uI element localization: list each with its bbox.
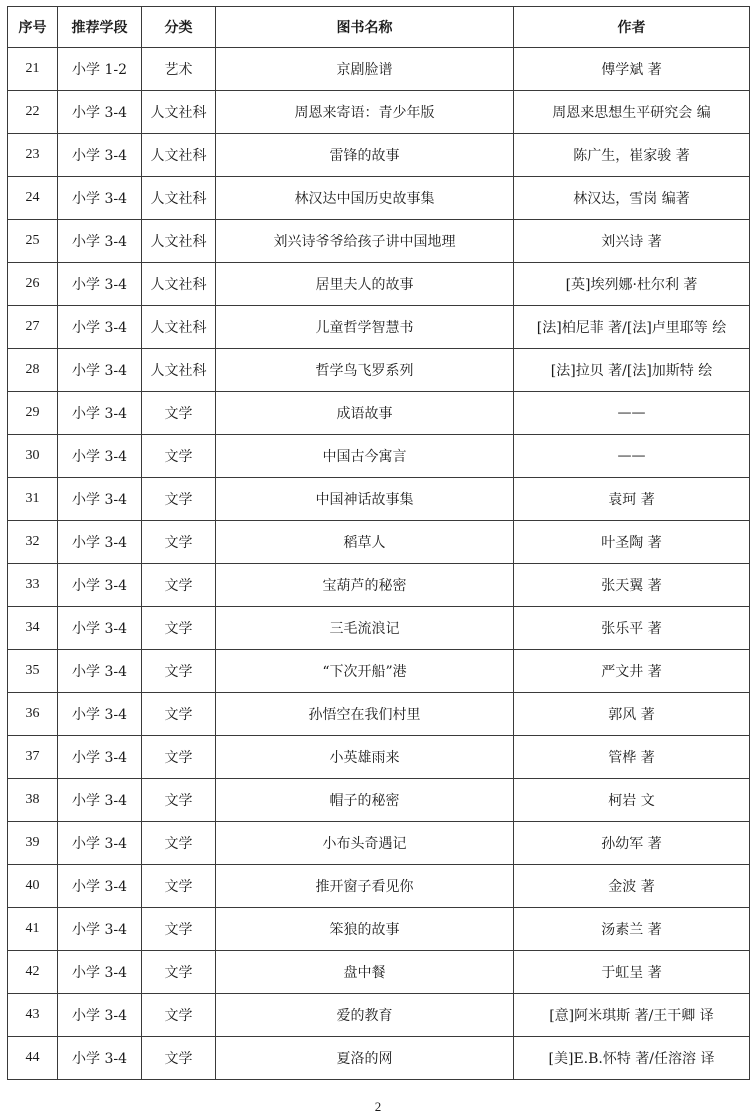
table-row xyxy=(8,951,750,994)
table-row xyxy=(8,564,750,607)
cell-grade-stage: 小学 3-4 xyxy=(58,736,142,779)
header-index: 序号 xyxy=(8,7,58,48)
cell-grade-stage: 小学 3-4 xyxy=(58,220,142,263)
cell-book-title: 三毛流浪记 xyxy=(216,607,514,650)
table-row xyxy=(8,822,750,865)
cell-index: 33 xyxy=(8,564,58,607)
cell-grade-stage: 小学 3-4 xyxy=(58,779,142,822)
cell-index: 42 xyxy=(8,951,58,994)
cell-category: 文学 xyxy=(142,478,216,521)
cell-author: 孙幼军 著 xyxy=(514,822,750,865)
header-book-title: 图书名称 xyxy=(216,7,514,48)
cell-index: 28 xyxy=(8,349,58,392)
cell-author: 管桦 著 xyxy=(514,736,750,779)
cell-grade-stage: 小学 3-4 xyxy=(58,392,142,435)
cell-author: 金波 著 xyxy=(514,865,750,908)
cell-book-title: 推开窗子看见你 xyxy=(216,865,514,908)
cell-author: 张天翼 著 xyxy=(514,564,750,607)
cell-grade-stage: 小学 3-4 xyxy=(58,134,142,177)
cell-author: 于虹呈 著 xyxy=(514,951,750,994)
table-row xyxy=(8,521,750,564)
cell-category: 文学 xyxy=(142,822,216,865)
cell-category: 人文社科 xyxy=(142,134,216,177)
cell-index: 21 xyxy=(8,48,58,91)
document-page xyxy=(7,6,749,1080)
cell-category: 艺术 xyxy=(142,48,216,91)
cell-index: 35 xyxy=(8,650,58,693)
cell-author: 柯岩 文 xyxy=(514,779,750,822)
cell-category: 文学 xyxy=(142,650,216,693)
cell-grade-stage: 小学 3-4 xyxy=(58,349,142,392)
cell-index: 31 xyxy=(8,478,58,521)
cell-grade-stage: 小学 3-4 xyxy=(58,478,142,521)
cell-category: 文学 xyxy=(142,521,216,564)
cell-category: 文学 xyxy=(142,564,216,607)
table-row xyxy=(8,220,750,263)
table-row xyxy=(8,91,750,134)
cell-grade-stage: 小学 3-4 xyxy=(58,908,142,951)
cell-index: 25 xyxy=(8,220,58,263)
cell-index: 41 xyxy=(8,908,58,951)
cell-category: 文学 xyxy=(142,392,216,435)
cell-grade-stage: 小学 3-4 xyxy=(58,607,142,650)
cell-index: 37 xyxy=(8,736,58,779)
cell-book-title: 中国神话故事集 xyxy=(216,478,514,521)
cell-grade-stage: 小学 1-2 xyxy=(58,48,142,91)
cell-category: 人文社科 xyxy=(142,177,216,220)
cell-grade-stage: 小学 3-4 xyxy=(58,564,142,607)
table-row xyxy=(8,607,750,650)
cell-book-title: 居里夫人的故事 xyxy=(216,263,514,306)
cell-index: 27 xyxy=(8,306,58,349)
cell-book-title: 帽子的秘密 xyxy=(216,779,514,822)
header-grade-stage: 推荐学段 xyxy=(58,7,142,48)
cell-grade-stage: 小学 3-4 xyxy=(58,1037,142,1080)
cell-author: —— xyxy=(514,435,750,478)
cell-grade-stage: 小学 3-4 xyxy=(58,994,142,1037)
table-row xyxy=(8,736,750,779)
table-row xyxy=(8,263,750,306)
cell-author: 周恩来思想生平研究会 编 xyxy=(514,91,750,134)
table-row xyxy=(8,693,750,736)
cell-author: 汤素兰 著 xyxy=(514,908,750,951)
cell-book-title: 中国古今寓言 xyxy=(216,435,514,478)
table-row xyxy=(8,908,750,951)
cell-grade-stage: 小学 3-4 xyxy=(58,306,142,349)
cell-grade-stage: 小学 3-4 xyxy=(58,91,142,134)
table-row xyxy=(8,779,750,822)
table-row xyxy=(8,392,750,435)
cell-author: [美]E.B.怀特 著/任溶溶 译 xyxy=(514,1037,750,1080)
cell-grade-stage: 小学 3-4 xyxy=(58,177,142,220)
cell-category: 人文社科 xyxy=(142,91,216,134)
header-author: 作者 xyxy=(514,7,750,48)
cell-category: 文学 xyxy=(142,693,216,736)
cell-index: 32 xyxy=(8,521,58,564)
table-row xyxy=(8,306,750,349)
cell-author: 郭风 著 xyxy=(514,693,750,736)
cell-author: [法]拉贝 著/[法]加斯特 绘 xyxy=(514,349,750,392)
cell-category: 文学 xyxy=(142,865,216,908)
table-row xyxy=(8,1037,750,1080)
cell-author: 傅学斌 著 xyxy=(514,48,750,91)
cell-grade-stage: 小学 3-4 xyxy=(58,865,142,908)
table-row xyxy=(8,134,750,177)
cell-book-title: 夏洛的网 xyxy=(216,1037,514,1080)
cell-index: 30 xyxy=(8,435,58,478)
cell-index: 44 xyxy=(8,1037,58,1080)
table-row xyxy=(8,650,750,693)
cell-index: 34 xyxy=(8,607,58,650)
cell-author: 林汉达，雪岗 编著 xyxy=(514,177,750,220)
cell-book-title: 周恩来寄语：青少年版 xyxy=(216,91,514,134)
cell-category: 人文社科 xyxy=(142,220,216,263)
cell-book-title: 稻草人 xyxy=(216,521,514,564)
cell-index: 24 xyxy=(8,177,58,220)
cell-book-title: 雷锋的故事 xyxy=(216,134,514,177)
cell-index: 36 xyxy=(8,693,58,736)
table-row xyxy=(8,177,750,220)
cell-author: 袁珂 著 xyxy=(514,478,750,521)
cell-author: [意]阿米琪斯 著/王干卿 译 xyxy=(514,994,750,1037)
table-body xyxy=(8,48,750,1080)
cell-category: 文学 xyxy=(142,1037,216,1080)
cell-grade-stage: 小学 3-4 xyxy=(58,822,142,865)
header-category: 分类 xyxy=(142,7,216,48)
cell-book-title: “下次开船”港 xyxy=(216,650,514,693)
table-row xyxy=(8,349,750,392)
cell-grade-stage: 小学 3-4 xyxy=(58,521,142,564)
table-row xyxy=(8,994,750,1037)
cell-book-title: 儿童哲学智慧书 xyxy=(216,306,514,349)
cell-category: 文学 xyxy=(142,994,216,1037)
cell-book-title: 盘中餐 xyxy=(216,951,514,994)
cell-book-title: 小英雄雨来 xyxy=(216,736,514,779)
cell-index: 38 xyxy=(8,779,58,822)
book-list-table xyxy=(7,6,750,1080)
cell-category: 人文社科 xyxy=(142,306,216,349)
cell-category: 文学 xyxy=(142,779,216,822)
cell-book-title: 林汉达中国历史故事集 xyxy=(216,177,514,220)
cell-author: 张乐平 著 xyxy=(514,607,750,650)
cell-author: [法]柏尼菲 著/[法]卢里耶等 绘 xyxy=(514,306,750,349)
cell-category: 文学 xyxy=(142,607,216,650)
table-row xyxy=(8,435,750,478)
cell-category: 文学 xyxy=(142,736,216,779)
cell-book-title: 孙悟空在我们村里 xyxy=(216,693,514,736)
cell-category: 人文社科 xyxy=(142,349,216,392)
cell-author: 刘兴诗 著 xyxy=(514,220,750,263)
cell-book-title: 京剧脸谱 xyxy=(216,48,514,91)
cell-category: 文学 xyxy=(142,908,216,951)
cell-index: 23 xyxy=(8,134,58,177)
cell-author: 陈广生，崔家骏 著 xyxy=(514,134,750,177)
table-header-row xyxy=(8,7,750,48)
cell-book-title: 刘兴诗爷爷给孩子讲中国地理 xyxy=(216,220,514,263)
cell-category: 文学 xyxy=(142,435,216,478)
cell-book-title: 哲学鸟飞罗系列 xyxy=(216,349,514,392)
cell-grade-stage: 小学 3-4 xyxy=(58,650,142,693)
cell-book-title: 爱的教育 xyxy=(216,994,514,1037)
cell-index: 22 xyxy=(8,91,58,134)
table-row xyxy=(8,865,750,908)
table-row xyxy=(8,478,750,521)
cell-book-title: 笨狼的故事 xyxy=(216,908,514,951)
table-row xyxy=(8,48,750,91)
cell-index: 43 xyxy=(8,994,58,1037)
cell-author: 叶圣陶 著 xyxy=(514,521,750,564)
cell-category: 文学 xyxy=(142,951,216,994)
cell-author: 严文井 著 xyxy=(514,650,750,693)
cell-category: 人文社科 xyxy=(142,263,216,306)
cell-grade-stage: 小学 3-4 xyxy=(58,693,142,736)
cell-index: 39 xyxy=(8,822,58,865)
cell-author: [英]埃列娜·杜尔利 著 xyxy=(514,263,750,306)
cell-book-title: 小布头奇遇记 xyxy=(216,822,514,865)
cell-grade-stage: 小学 3-4 xyxy=(58,951,142,994)
cell-author: —— xyxy=(514,392,750,435)
cell-grade-stage: 小学 3-4 xyxy=(58,263,142,306)
cell-index: 29 xyxy=(8,392,58,435)
cell-index: 26 xyxy=(8,263,58,306)
cell-book-title: 成语故事 xyxy=(216,392,514,435)
cell-book-title: 宝葫芦的秘密 xyxy=(216,564,514,607)
page-number: 2 xyxy=(374,1099,382,1114)
cell-grade-stage: 小学 3-4 xyxy=(58,435,142,478)
cell-index: 40 xyxy=(8,865,58,908)
